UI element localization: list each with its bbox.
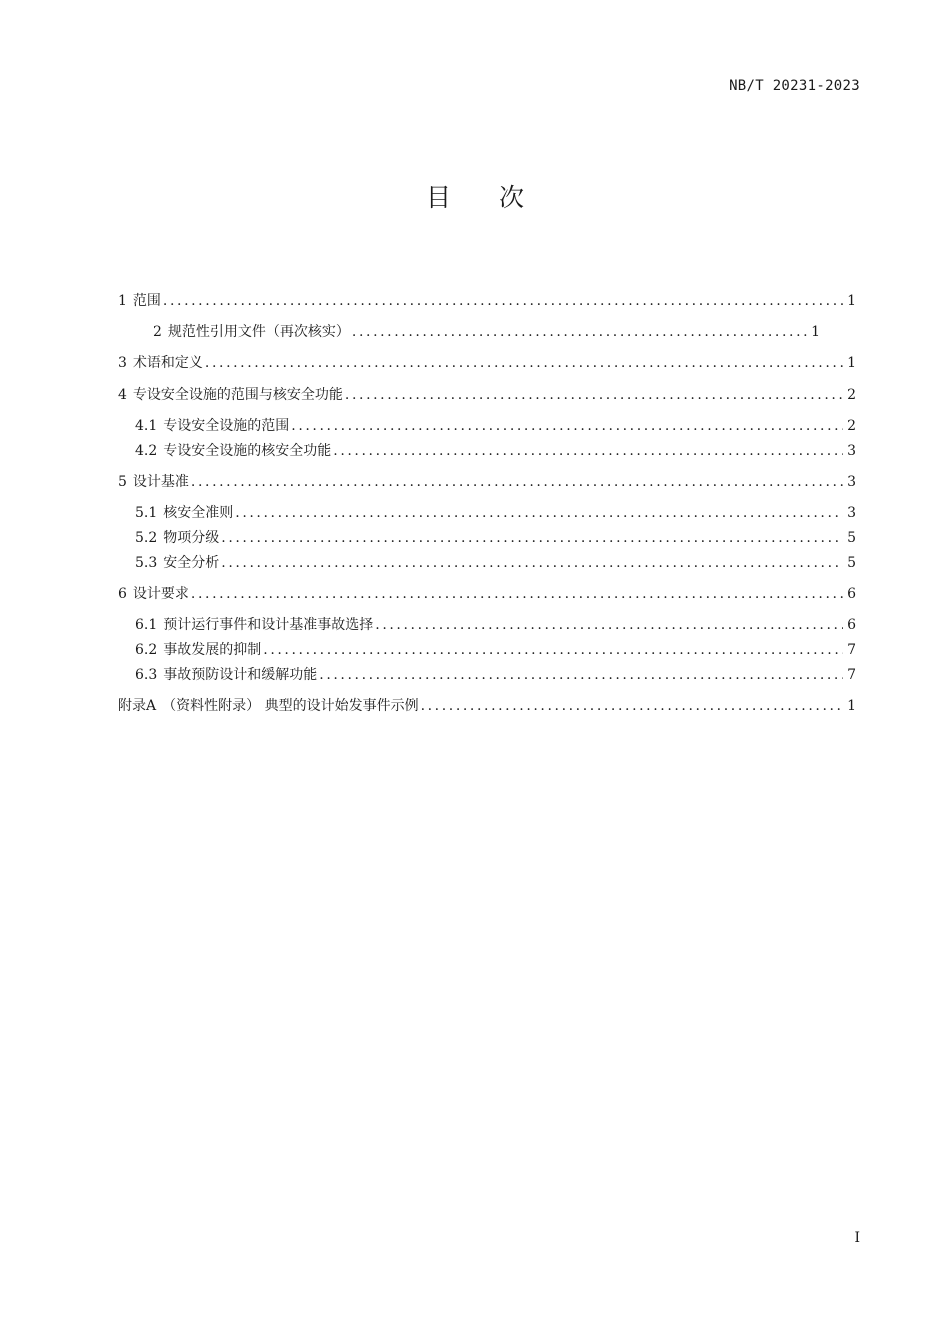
toc-entry[interactable] (135, 503, 856, 523)
toc-entry-label: 事故预防设计和缓解功能 (163, 667, 318, 683)
toc-leader (235, 503, 843, 523)
page-number: I (854, 1230, 860, 1246)
toc-entry-number: 2 (153, 324, 162, 340)
toc-entry-page: 6 (847, 586, 856, 602)
toc-leader (221, 528, 843, 548)
toc-entry-label: 物项分级 (163, 530, 220, 546)
toc-leader (291, 416, 843, 436)
toc-entry-label: 设计要求 (132, 586, 189, 602)
toc-entry-number: 附录A (118, 698, 157, 714)
toc-entry[interactable] (135, 615, 856, 635)
toc-entry[interactable] (118, 584, 856, 604)
toc-entry-page: 2 (847, 418, 856, 434)
toc-entry[interactable] (153, 322, 820, 342)
toc-entry-page: 5 (847, 555, 856, 571)
toc-entry-page: 3 (847, 474, 856, 490)
toc-entry-label: 核安全准则 (163, 505, 234, 521)
toc-entry-page: 3 (847, 505, 856, 521)
toc-leader (319, 665, 843, 685)
toc-entry-page: 1 (847, 293, 856, 309)
toc-entry-page: 7 (847, 642, 856, 658)
toc-entry-label: 事故发展的抑制 (163, 642, 262, 658)
toc-heading-left: 目 (425, 183, 451, 212)
toc-leader (221, 553, 843, 573)
toc-entry-number: 5.2 (135, 530, 158, 546)
toc-entry-label: 范围 (132, 293, 161, 309)
toc-entry[interactable] (118, 291, 856, 311)
toc-entry[interactable] (135, 441, 856, 461)
toc-entry-number: 5.1 (135, 505, 158, 521)
toc-entry-label: 专设安全设施的范围 (163, 418, 290, 434)
toc-entry-label: 安全分析 (163, 555, 220, 571)
toc-entry[interactable] (118, 696, 856, 716)
toc-entry-number: 6 (118, 586, 127, 602)
document-code: NB/T 20231-2023 (729, 78, 860, 94)
toc-entry-page: 1 (847, 355, 856, 371)
toc-entry-number: 5 (118, 474, 127, 490)
toc-leader (333, 441, 843, 461)
toc-entry-number: 4.1 (135, 418, 158, 434)
toc-leader (263, 640, 843, 660)
toc-entry-number: 4.2 (135, 443, 158, 459)
toc-leader (191, 584, 843, 604)
toc-entry[interactable] (135, 528, 856, 548)
toc-entry-label: 专设安全设施的核安全功能 (163, 443, 332, 459)
toc-entry-page: 2 (847, 387, 856, 403)
toc-entry-number: 6.1 (135, 617, 158, 633)
toc-leader (191, 472, 843, 492)
toc-entry-number: 1 (118, 293, 127, 309)
toc-leader (352, 322, 807, 342)
toc-entry-page: 3 (847, 443, 856, 459)
toc-entry-page: 1 (811, 324, 820, 340)
toc-leader (345, 385, 843, 405)
toc-heading-right: 次 (499, 183, 525, 212)
toc-entry[interactable] (135, 416, 856, 436)
toc-entry-label: 术语和定义 (132, 355, 203, 371)
toc-entry-label: 设计基准 (132, 474, 189, 490)
toc-entry-label: 规范性引用文件（再次核实） (167, 324, 350, 340)
toc-entry[interactable] (135, 553, 856, 573)
toc-entry-page: 5 (847, 530, 856, 546)
toc-entry-label: 预计运行事件和设计基准事故选择 (163, 617, 374, 633)
toc-entry-number: 6.2 (135, 642, 158, 658)
toc-entry-label: 专设安全设施的范围与核安全功能 (132, 387, 343, 403)
toc-entry[interactable] (118, 385, 856, 405)
toc-entry-page: 7 (847, 667, 856, 683)
toc-entry-page: 6 (847, 617, 856, 633)
toc-entry[interactable] (135, 640, 856, 660)
toc-entry-number: 3 (118, 355, 127, 371)
toc-leader (421, 696, 844, 716)
toc-entry-page: 1 (847, 698, 856, 714)
toc-entry-number: 4 (118, 387, 127, 403)
toc-entry[interactable] (118, 353, 856, 373)
toc-entry[interactable] (135, 665, 856, 685)
toc-entry-label: （资料性附录） 典型的设计始发事件示例 (162, 698, 419, 714)
toc-heading (0, 178, 950, 214)
toc-leader (163, 291, 843, 311)
toc-leader (205, 353, 843, 373)
toc-entry[interactable] (118, 472, 856, 492)
toc-entry-number: 6.3 (135, 667, 158, 683)
toc-leader (375, 615, 843, 635)
toc-entry-number: 5.3 (135, 555, 158, 571)
